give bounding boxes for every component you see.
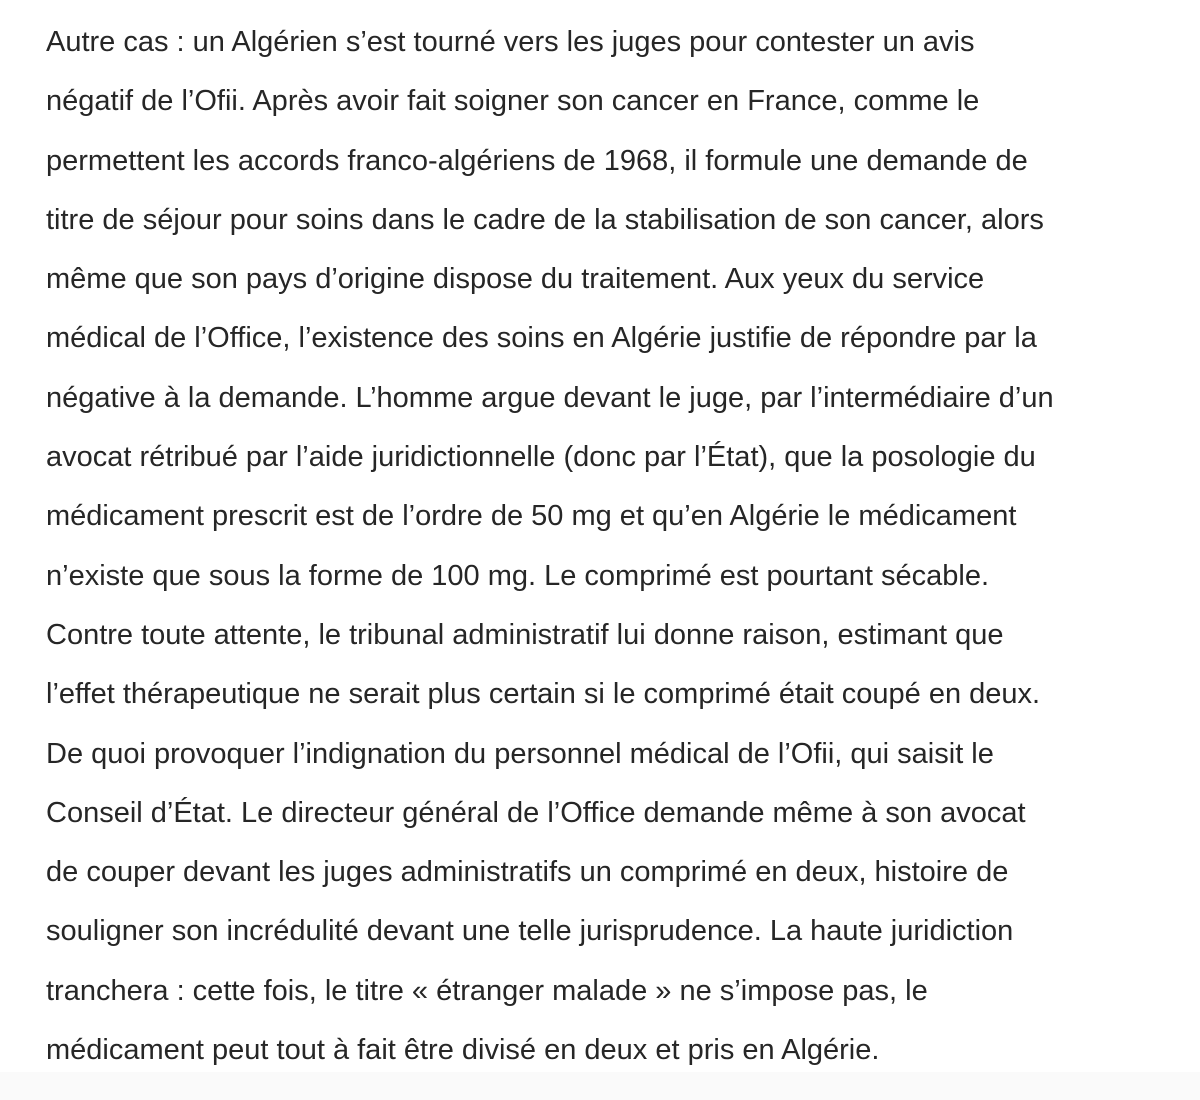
- paragraph-line: Contre toute attente, le tribunal administratif lui donne raison, estimant que: [46, 618, 1004, 651]
- paragraph-line: médical de l’Office, l’existence des soins en Algérie justifie de répondre par la: [46, 322, 1037, 355]
- paragraph-line: souligner son incrédulité devant une telle jurisprudence. La haute juridiction: [46, 915, 1014, 948]
- paragraph-line: même que son pays d’origine dispose du traitement. Aux yeux du service: [46, 263, 985, 296]
- paragraph-line: avocat rétribué par l’aide juridictionnelle (donc par l’État), que la posologie du: [46, 441, 1036, 474]
- paragraph-line: tranchera : cette fois, le titre « étranger malade » ne s’impose pas, le: [46, 974, 928, 1007]
- bottom-divider: [0, 1072, 1200, 1100]
- paragraph-line: Conseil d’État. Le directeur général de l’Office demande même à son avocat: [46, 796, 1026, 829]
- paragraph-line: médicament peut tout à fait être divisé en deux et pris en Algérie.: [46, 1034, 880, 1067]
- paragraph-line: n’existe que sous la forme de 100 mg. Le comprimé est pourtant sécable.: [46, 559, 990, 592]
- article-paragraph: [46, 13, 1186, 1080]
- paragraph-line: l’effet thérapeutique ne serait plus certain si le comprimé était coupé en deux.: [46, 678, 1041, 711]
- paragraph-line: permettent les accords franco-algériens de 1968, il formule une demande de: [46, 144, 1028, 177]
- paragraph-line: titre de séjour pour soins dans le cadre de la stabilisation de son cancer, alors: [46, 203, 1044, 236]
- paragraph-line: Autre cas : un Algérien s’est tourné vers les juges pour contester un avis: [46, 26, 975, 58]
- paragraph-line: De quoi provoquer l’indignation du personnel médical de l’Ofii, qui saisit le: [46, 737, 994, 770]
- paragraph-line: de couper devant les juges administratifs un comprimé en deux, histoire de: [46, 856, 1009, 889]
- paragraph-line: négative à la demande. L’homme argue devant le juge, par l’intermédiaire d’un: [46, 381, 1054, 414]
- paragraph-line: négatif de l’Ofii. Après avoir fait soigner son cancer en France, comme le: [46, 85, 980, 118]
- paragraph-line: médicament prescrit est de l’ordre de 50 mg et qu’en Algérie le médicament: [46, 500, 1017, 533]
